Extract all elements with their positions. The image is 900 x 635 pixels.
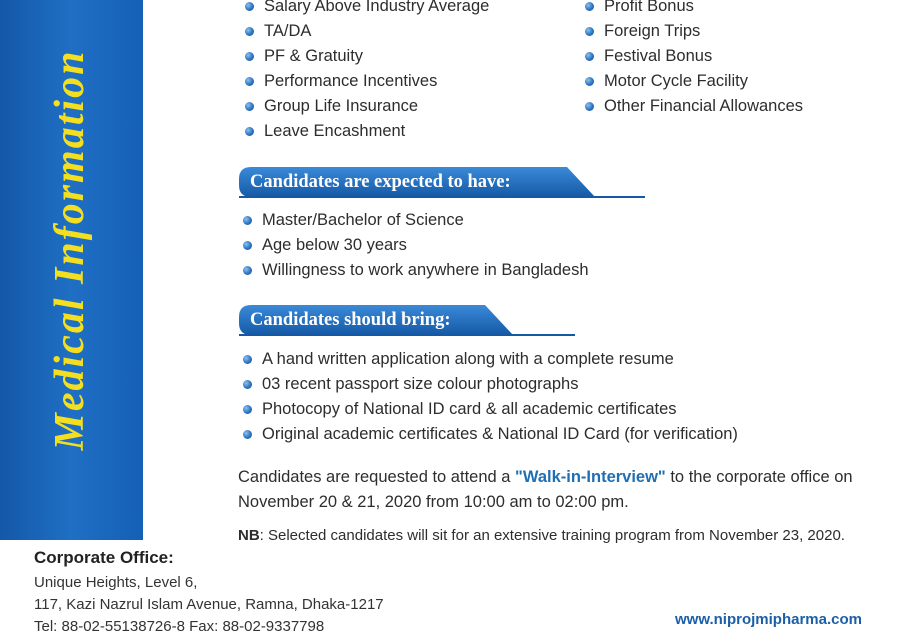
office-contact-line: Tel: 88-02-55138726-8 Fax: 88-02-9337798 xyxy=(34,618,325,635)
bullet-icon xyxy=(245,2,254,11)
interview-line-1: Candidates are requested to attend a "Walk-in-Interview" to the corporate office on xyxy=(238,468,853,486)
sidebar-panel xyxy=(0,0,143,540)
bullet-icon xyxy=(245,102,254,111)
bullet-icon xyxy=(243,266,252,275)
expected-heading-banner xyxy=(237,165,647,199)
bullet-icon xyxy=(243,216,252,225)
bullet-icon xyxy=(585,102,594,111)
list-item: Age below 30 years xyxy=(238,233,589,258)
office-address-line-1: Unique Heights, Level 6, xyxy=(34,574,198,591)
bullet-icon xyxy=(245,52,254,61)
bullet-icon xyxy=(243,405,252,414)
bring-heading: Candidates should bring: xyxy=(250,310,451,330)
bullet-icon xyxy=(245,77,254,86)
bullet-icon xyxy=(585,52,594,61)
bullet-icon xyxy=(585,27,594,36)
list-item: Willingness to work anywhere in Bangladesh xyxy=(238,258,589,283)
list-item: Profit Bonus xyxy=(580,0,803,19)
list-item: Group Life Insurance xyxy=(240,94,489,119)
bullet-icon xyxy=(243,430,252,439)
list-item: Original academic certificates & National ID Card (for verification) xyxy=(238,422,738,447)
benefits-list-right xyxy=(580,0,803,119)
office-title: Corporate Office: xyxy=(34,548,174,567)
list-item: Motor Cycle Facility xyxy=(580,69,803,94)
sidebar-vertical-title: Medical Information xyxy=(47,49,93,451)
list-item: A hand written application along with a complete resume xyxy=(238,347,738,372)
bullet-icon xyxy=(245,127,254,136)
bullet-icon xyxy=(245,27,254,36)
list-item: Festival Bonus xyxy=(580,44,803,69)
list-item: Photocopy of National ID card & all academic certificates xyxy=(238,397,738,422)
list-item: Foreign Trips xyxy=(580,19,803,44)
bullet-icon xyxy=(243,380,252,389)
office-address-line-2: 117, Kazi Nazrul Islam Avenue, Ramna, Dhaka-1217 xyxy=(34,596,384,613)
benefits-list-left xyxy=(240,0,489,144)
list-item: Salary Above Industry Average xyxy=(240,0,489,19)
bullet-icon xyxy=(585,2,594,11)
walk-in-interview-highlight: "Walk-in-Interview" xyxy=(515,468,666,486)
note-text: : Selected candidates will sit for an extensive training program from November 23, 2020. xyxy=(259,527,845,544)
bring-list xyxy=(238,347,738,447)
bullet-icon xyxy=(585,77,594,86)
list-item: Master/Bachelor of Science xyxy=(238,208,589,233)
expected-heading: Candidates are expected to have: xyxy=(250,172,511,192)
list-item: TA/DA xyxy=(240,19,489,44)
bullet-icon xyxy=(243,241,252,250)
expected-list xyxy=(238,208,589,283)
list-item: 03 recent passport size colour photographs xyxy=(238,372,738,397)
website-link[interactable]: www.niprojmipharma.com xyxy=(675,611,862,628)
note-label: NB xyxy=(238,527,260,544)
bullet-icon xyxy=(243,355,252,364)
interview-line-2: November 20 & 21, 2020 from 10:00 am to 02:00 pm. xyxy=(238,493,629,511)
list-item: PF & Gratuity xyxy=(240,44,489,69)
bring-heading-banner xyxy=(237,303,577,337)
interview-paragraph xyxy=(238,465,853,515)
list-item: Other Financial Allowances xyxy=(580,94,803,119)
list-item: Performance Incentives xyxy=(240,69,489,94)
note-paragraph xyxy=(238,523,845,548)
list-item: Leave Encashment xyxy=(240,119,489,144)
